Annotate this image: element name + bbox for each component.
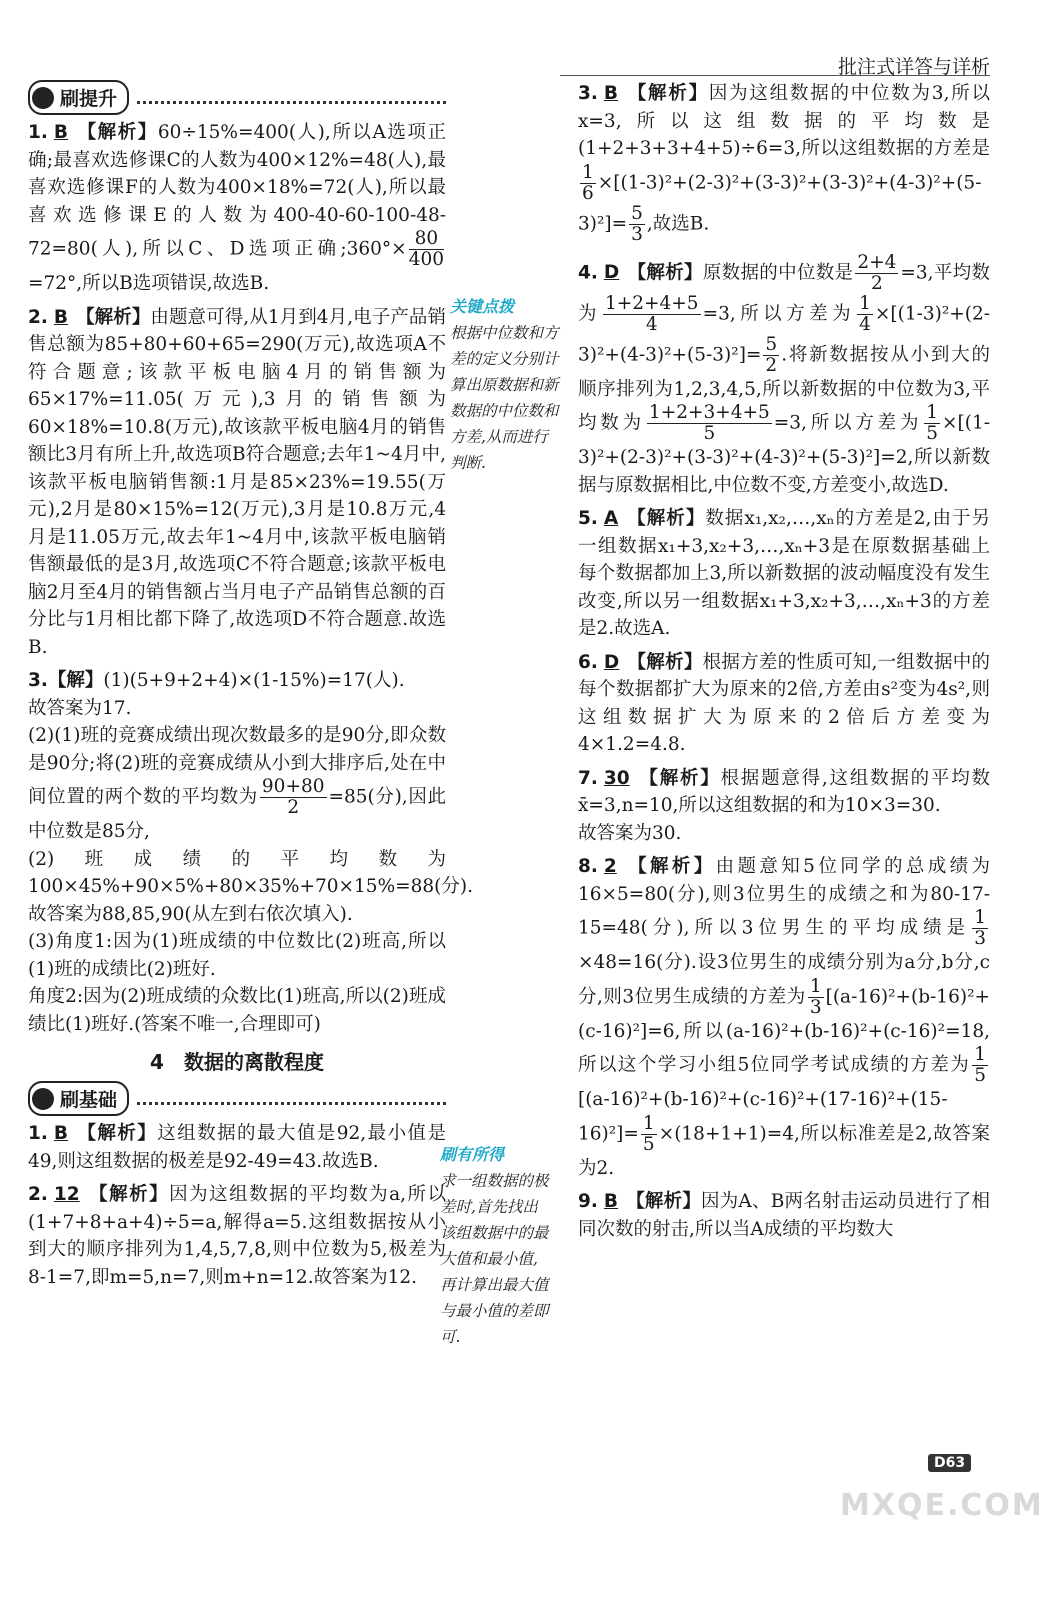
dotted-divider	[137, 91, 446, 104]
basic-question-1: 1. B 【解析】这组数据的最大值是92,最小值是49,则这组数据的极差是92-49=43.故选B.	[28, 1123, 446, 1172]
question-2: 2. B 【解析】由题意可得,从1月到4月,电子产品销售总额为85+80+60+65=290(万元),故选项A不符合题意;该款平板电脑4月的销售额为65×17%=11.05(万元),3月的销售额为60×18%=10.8(万元),故该款平板电脑4月的销售额比3月有所上升,故选项B符合题意;去年1~4月中,该款平板电脑销售额:1月是85×23%=19.55(万元),2月是80×15%=12(万元),3月是10.8万元,4月是11.05万元,故去年1~4月中,该款平板电脑销售额最低的是3月,故选项C不符合题意;该款平板电脑2月至4月的销售额占当月电子产品销售总额的百分比与1月相比都下降了,故选项D不符合题意.故选B.	[28, 306, 446, 658]
side-note-takeaway: 刷有所得 求一组数据的极差时,首先找出该组数据中的最大值和最小值,再计算出最大值与最小值的差即可.	[440, 1145, 549, 1346]
question-r3: 3. B 【解析】因为这组数据的中位数为3,所以x=3,所以这组数据的平均数是(1+2+3+3+4+5)÷6=3,所以这组数据的方差是 $\frac{1}{6}$ ×[(1-3)²+(2-3)²+(3-3)²+(3-3)²+(4-3)²+(5-3)²]= $\frac{5}{3}$ ,故选B.	[578, 83, 990, 245]
question-r8: 8. 2 【解析】由题意知5位同学的总成绩为16×5=80(分),则3位男生的成绩之和为80-17-15=48(分),所以3位男生的平均成绩是 $\frac{1}{3}$ ×48=16(分).设3位男生的成绩分别为a分,b分,c分,则3位男生成绩的方差为 $\frac{1}{3}$ [(a-16)²+(b-16)²+(c-16)²]=6,所以(a-16)²+(b-16)²+(c-16)²=18,所以这个学习小组5位同学考试成绩的方差为 $\frac{1}{5}$ [(a-16)²+(b-16)²+(c-16)²+(17-16)²+(15-16)²]= $\frac{1}{5}$ ×(18+1+1)=4,所以标准差是2,故答案为2.	[578, 856, 990, 1179]
fraction: $\frac{1}{3}$	[974, 907, 986, 949]
fraction: $\frac{90+80}{2}$	[261, 776, 325, 818]
question-1: 1. B 【解析】60÷15%=400(人),所以A选项正确;最喜欢选修课C的人数为400×12%=48(人),最喜欢选修课F的人数为400×18%=72(人),所以最喜欢选修课E的人数为400-40-60-100-48-72=80(人),所以C、D选项正确;360°× $\frac{80}{400}$ =72°,所以B选项错误,故选B.	[28, 122, 446, 294]
question-3: 3.【解】(1)(5+9+2+4)×(1-15%)=17(人). 故答案为17. (2)(1)班的竞赛成绩出现次数最多的是90分,即众数是90分;将(2)班的竞赛成绩从小到大排序后,处在中间位置的两个数的平均数为 $\frac{90+80}{2}$ =85(分),因此中位数是85分, (2)班成绩的平均数为100×45%+90×5%+80×35%+70×15%=88(分). 故答案为88,85,90(从左到右依次填入). (3)角度1:因为(1)班成绩的中位数比(2)班高,所以(1)班的成绩比(2)班好. 角度2:因为(2)班成绩的众数比(1)班高,所以(2)班成绩比(1)班好.(答案不唯一,合理即可)	[28, 670, 474, 1035]
brush-icon	[32, 87, 54, 109]
right-column	[578, 80, 990, 1243]
page-number: D63	[928, 1454, 971, 1472]
question-r6: 6. D 【解析】根据方差的性质可知,一组数据中的每个数据都扩大为原来的2倍,方差由s²变为4s²,则这组数据扩大为原来的2倍后方差变为4×1.2=4.8.	[578, 651, 990, 755]
fraction: $\frac{1}{6}$	[582, 161, 594, 204]
left-column	[28, 80, 474, 1291]
question-r5: 5. A 【解析】数据x₁,x₂,…,xₙ的方差是2,由于另一组数据x₁+3,x₂+3,…,xₙ+3是在原数据基础上每个数据都加上3,所以新数据的波动幅度没有发生改变,所以另一组数据x₁+3,x₂+3,…,xₙ+3的方差是2.故选A.	[578, 508, 990, 639]
fraction: $\frac{1+2+4+5}{4}$	[604, 292, 699, 335]
fraction: $\frac{1}{5}$	[926, 402, 939, 444]
question-r7: 7. 30 【解析】根据题意得,这组数据的平均数x̄=3,n=10,所以这组数据的和为10×3=30. 故答案为30.	[578, 767, 990, 844]
section-title: 4 数据的离散程度	[150, 1050, 324, 1074]
fraction: $\frac{1}{3}$	[809, 975, 822, 1018]
fraction: $\frac{5}{3}$	[631, 202, 643, 245]
fraction: $\frac{5}{2}$	[765, 333, 778, 376]
fraction: $\frac{2+4}{2}$	[857, 251, 897, 294]
fraction: $\frac{1}{4}$	[859, 292, 871, 335]
section-tag-advanced: 刷提升	[28, 80, 446, 115]
watermark: MXQE.COM	[840, 1488, 1044, 1523]
question-r4: 4. D 【解析】原数据的中位数是 $\frac{2+4}{2}$ =3,平均数为 $\frac{1+2+4+5}{4}$ =3,所以方差为 $\frac{1}{4}$ ×[(1-3)²+(2-3)²+(4-3)²+(5-3)²]= $\frac{5}{2}$ .将新数据按从小到大的顺序排列为1,2,3,4,5,所以新数据的中位数为3,平均数为 $\frac{1+2+3+4+5}{5}$ =3,所以方差为 $\frac{1}{5}$ ×[(1-3)²+(2-3)²+(3-3)²+(4-3)²+(5-3)²]=2,所以新数据与原数据相比,中位数不变,方差变小,故选D.	[578, 251, 990, 496]
fraction: $\frac{1}{5}$	[642, 1112, 655, 1155]
dotted-divider	[137, 1092, 446, 1105]
section-tag-basic: 刷基础	[28, 1081, 446, 1116]
page-header: 批注式详答与详析	[838, 56, 991, 78]
fraction: $\frac{1}{5}$	[974, 1044, 986, 1086]
fraction: $\frac{80}{400}$	[408, 228, 444, 270]
basic-question-2: 2. 12 【解析】因为这组数据的平均数为a,所以(1+7+8+a+4)÷5=a,解得a=5.这组数据按从小到大的顺序排列为1,4,5,7,8,则中位数为5,极差为8-1=7,即m=5,n=7,则m+n=12.故答案为12.	[28, 1184, 446, 1288]
brush-icon	[32, 1088, 54, 1110]
fraction: $\frac{1+2+3+4+5}{5}$	[648, 402, 770, 444]
header-divider	[560, 75, 990, 76]
question-r9: 9. B 【解析】因为A、B两名射击运动员进行了相同次数的射击,所以当A成绩的平均数大	[578, 1191, 990, 1240]
side-note-key-point: 关键点拨 根据中位数和方差的定义分别计算出原数据和新数据的中位数和方差,从而进行判断.	[450, 297, 559, 472]
